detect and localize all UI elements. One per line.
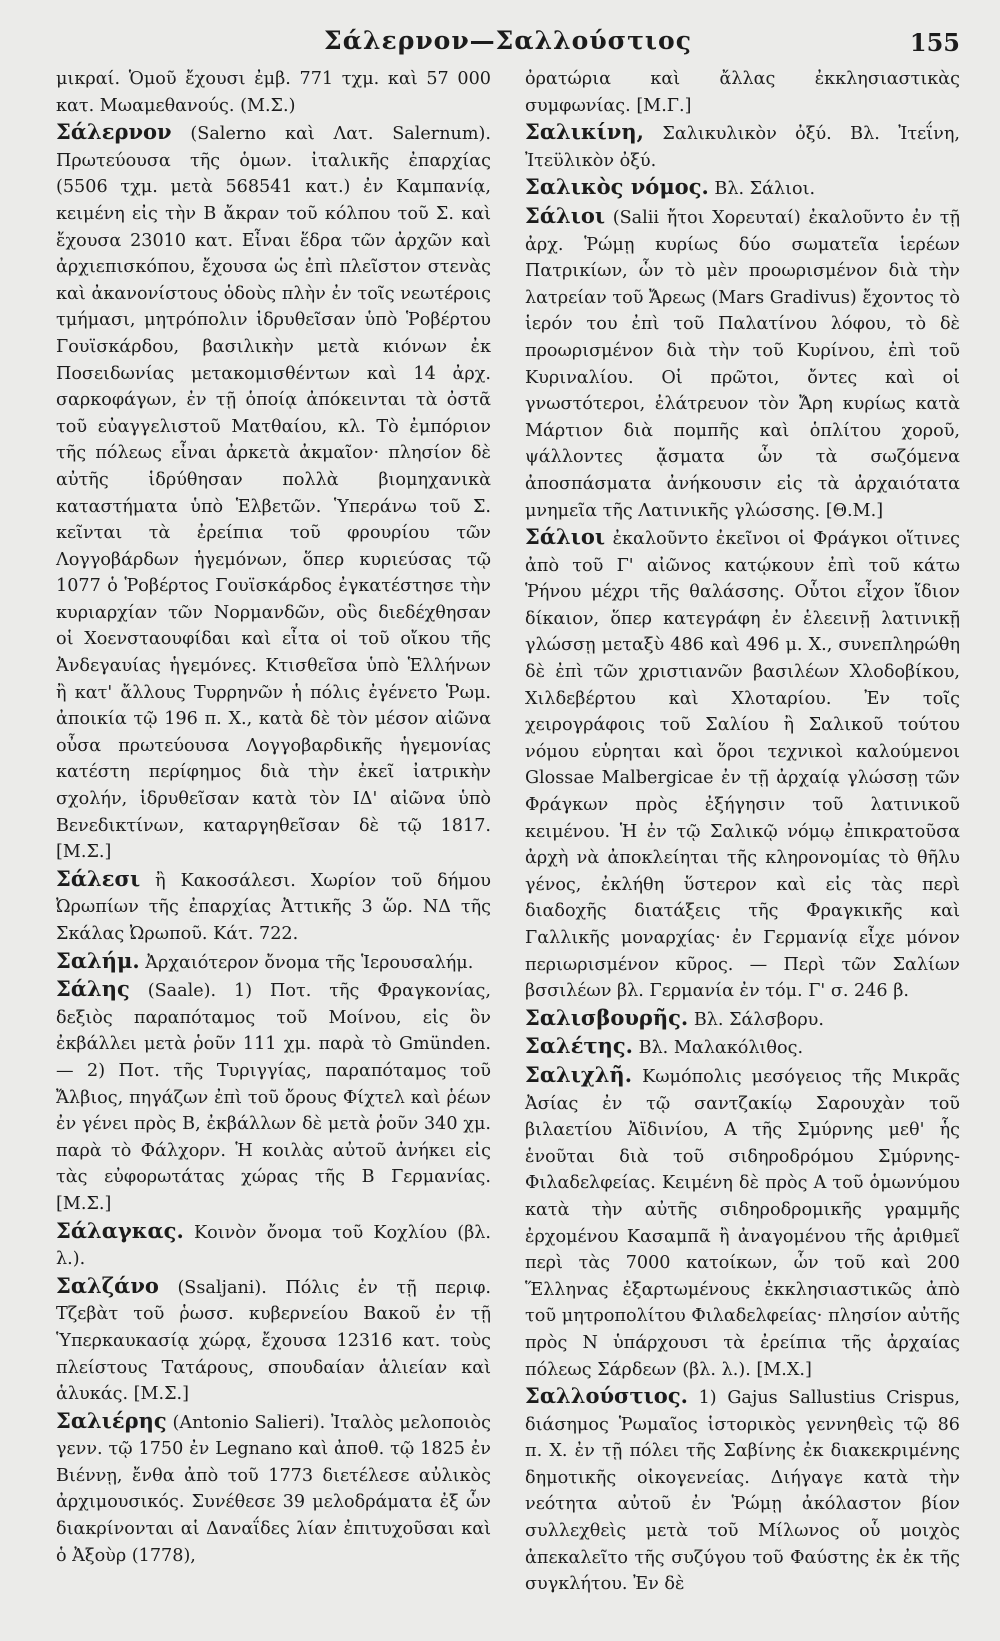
dictionary-entry [56,1408,491,1570]
entry-body: (Saale). 1) Ποτ. τῆς Φραγκονίας, δεξιὸς παραπόταμος τοῦ Μοίνου, εἰς ὃν ἐκβάλλει μετὰ ῥοῦν 111 χμ. παρὰ τὸ Gmünden. — 2) Ποτ. τῆς Τυριγγίας, παραπόταμος τοῦ Ἄλβιος, πηγάζων ἐπὶ τοῦ ὄρους Φίχτελ καὶ ῥέων ἐν γένει πρὸς Β, ἐκβάλλων δὲ μετὰ ῥοῦν 340 χμ. παρὰ τὸ Φάλχορν. Ἡ κοιλὰς αὐτοῦ ἀνήκει εἰς τὰς εὐφορωτάτας χώρας τῆς Β Γερμανίας. [Μ.Σ.] [56,981,491,1214]
entry-headword: Σαλήμ. [56,947,140,973]
dictionary-entry [525,66,960,119]
entry-headword: Σαλιέρης [56,1407,167,1433]
entry-headword: Σαλικὸς νόμος. [525,174,709,200]
entry-headword: Σάλερνον [56,119,172,145]
entry-body: ἢ Κακοσάλεσι. Χωρίον τοῦ δήμου Ὠρωπίων τῆς ἐπαρχίας Ἀττικῆς 3 ὥρ. ΝΔ τῆς Σκάλας Ὠρωποῦ. Κάτ. 722. [56,870,491,944]
dictionary-entry [525,1383,960,1598]
dictionary-entry [56,1218,491,1273]
entry-body: Βλ. Σάλσβορυ. [693,1009,824,1030]
entry-headword: Σαλζάνο [56,1272,159,1298]
dictionary-entry [525,524,960,1005]
entry-headword: Σαλικίνη, [525,119,644,145]
page-header [56,22,960,62]
entry-body: Κωμόπολις μεσόγειος τῆς Μικρᾶς Ἀσίας ἐν τῷ σαντζακίῳ Σαρουχὰν τοῦ βιλαετίου Ἀϊδινίου, Α τῆς Σμύρνης μεθ' ἧς ἑνοῦται διὰ τοῦ σιδηροδρόμου Σμύρνης-Φιλαδελφείας. Κειμένη δὲ πρὸς Α τοῦ ὁμωνύμου κατὰ τὴν αὐτῆς σιδηροδρομικῆς γραμμῆς ἐρχομένου Κασαμπᾶ ἢ ἀναγομένου τῆς ἀριθμεῖ περὶ τὰς 7000 κατοίκων, ὧν τοῦ καὶ 200 Ἕλληνας ἐξαρτωμένους ἐκκλησιαστικῶς ἀπὸ τοῦ μητροπολίτου Φιλαδελφείας· πλησίον αὐτῆς πρὸς Ν ὑπάρχουσι τὰ ἐρείπια τῆς ἀρχαίας πόλεως Σάρδεων (βλ. λ.). [Μ.Χ.] [525,1066,961,1380]
entry-headword: Σάλεσι [56,865,141,891]
entry-headword: Σάλης [56,976,130,1002]
entry-body: Βλ. Μαλακόλιθος. [638,1038,804,1059]
dictionary-entry [525,1005,960,1034]
entry-headword: Σαλιχλῆ. [525,1061,633,1087]
dictionary-entry [56,119,491,866]
entry-body: Ἀρχαιότερον ὄνομα τῆς Ἱερουσαλήμ. [145,952,474,973]
entry-headword: Σαλλούστιος. [525,1383,688,1409]
entry-headword: Σάλιοι [525,202,606,228]
entry-body: 1) Gajus Sallustius Crispus, διάσημος Ῥωμαῖος ἱστορικὸς γεννηθεὶς τῷ 86 π. Χ. ἐν τῇ πόλει τῆς Σαβίνης ἐκ διακεκριμένης δημοτικῆς οἰκογενείας. Διήγαγε κατὰ τὴν νεότητα αὐτοῦ ἐν Ῥώμῃ ἀκόλαστον βίον συλλεχθεὶς μετὰ τοῦ Μίλωνος οὗ μοιχὸς ἀπεκαλεῖτο τῆς συζύγου τοῦ Φαύστης ἐκ ἐκ τῆς συγκλήτου. Ἐν δὲ [525,1388,961,1595]
entry-body: (Antonio Salieri). Ἰταλὸς μελοποιὸς γενν. τῷ 1750 ἐν Legnano καὶ ἀποθ. τῷ 1825 ἐν Βιέννῃ, ἔνθα ἀπὸ τοῦ 1773 διετέλεσε αὐλικὸς ἀρχιμουσικός. Συνέθεσε 39 μελοδράματα ἐξ ὧν διακρίνονται αἱ Δαναΐδες λίαν ἐπιτυχοῦσαι καὶ ὁ Ἀξοὺρ (1778), [56,1412,492,1566]
entry-headword: Σαλέτης. [525,1033,633,1059]
entry-body: Κοινὸν ὄνομα τοῦ Κοχλίου (βλ. λ.). [56,1222,492,1270]
dictionary-entry [56,866,491,948]
text-columns [56,66,960,1598]
dictionary-entry [525,1033,960,1062]
dictionary-entry [56,976,491,1217]
entry-headword: Σαλισβουρῆς. [525,1004,689,1030]
dictionary-entry [525,119,960,174]
left-column [56,66,491,1598]
running-head: Σάλερνον—Σαλλούστιος [324,26,692,55]
entry-body: μικραί. Ὁμοῦ ἔχουσι ἐμβ. 771 τχμ. καὶ 57 000 κατ. Μωαμεθανούς. (Μ.Σ.) [56,69,491,116]
entry-headword: Σάλαγκας. [56,1217,184,1243]
dictionary-entry [525,1062,960,1383]
entry-body: Βλ. Σάλιοι. [714,179,816,200]
entry-body: ἐκαλοῦντο ἐκεῖνοι οἱ Φράγκοι οἵτινες ἀπὸ τοῦ Γ' αἰῶνος κατῴκουν ἐπὶ τοῦ κάτω Ῥήνου μέχρι τῆς θαλάσσης. Οὗτοι εἶχον ἴδιον δίκαιον, ὅπερ κατεγράφη ἐν ἑλεεινῇ λατινικῇ γλώσσῃ μεταξὺ 486 καὶ 496 μ. Χ., συνεπληρώθη δὲ ἐπὶ τῶν χριστιανῶν βασιλέων Χλοδοβίκου, Χιλδεβέρτου καὶ Χλοταρίου. Ἐν τοῖς χειρογράφοις τοῦ Σαλίου ἢ Σαλικοῦ τούτου νόμου εὑρηται καὶ ὅροι τεχνικοὶ καλούμενοι Glossae Malbergicae ἐν τῇ ἀρχαίᾳ γλώσσῃ τῶν Φράγκων πρὸς ἐξήγησιν τοῦ λατινικοῦ κειμένου. Ἡ ἐν τῷ Σαλικῷ νόμῳ ἐπικρατοῦσα ἀρχὴ νὰ ἀποκλείηται τῆς κληρονομίας τὸ θῆλυ γένος, ἐκλήθη ὕστερον καὶ εἰς τὰς περὶ διαδοχῆς διατάξεις τῆς Φραγκικῆς καὶ Γαλλικῆς μοναρχίας· ἐν Γερμανίᾳ εἶχε μόνον περιωρισμένον κῦρος. — Περὶ τῶν Σαλίων βσσιλέων βλ. Γερμανία ἐν τόμ. Γ' σ. 246 β. [525,529,961,1002]
entry-body: (Ssaljani). Πόλις ἐν τῇ περιφ. Τζεβὰτ τοῦ ῥωσσ. κυβερνείου Βακοῦ ἐν τῇ Ὑπερκαυκασίᾳ χώρᾳ, ἔχουσα 12316 κατ. τοὺς πλείστους Τατάρους, σπουδαίαν ἁλιείαν καὶ ἁλυκάς. [Μ.Σ.] [56,1277,491,1405]
dictionary-entry [525,203,960,524]
dictionary-entry [525,174,960,203]
entry-body: (Salii ἤτοι Χορευταί) ἐκαλοῦντο ἐν τῇ ἀρχ. Ῥώμῃ κυρίως δύο σωματεῖα ἱερέων Πατρικίων, ὧν τὸ μὲν προωρισμένον διὰ τὴν λατρείαν τοῦ Ἄρεως (Mars Gradivus) ἔχοντος τὸ ἱερόν του ἐπὶ τοῦ Παλατίνου λόφου, τὸ δὲ προωρισμένον διὰ τὴν τοῦ Κυρίνου, ἐπὶ τοῦ Κυριναλίου. Οἱ πρῶτοι, ὄντες καὶ οἱ γνωστότεροι, ἐλάτρευον τὸν Ἄρη κυρίως κατὰ Μάρτιον διὰ πομπῆς καὶ ὁπλίτου χοροῦ, ψάλλοντες ᾄσματα ὧν τὰ σωζόμενα ἀποσπάσματα ἀνήκουσιν εἰς τὰ ἀρχαιότατα μνημεῖα τῆς Λατινικῆς γλώσσης. [Θ.Μ.] [525,207,961,521]
entry-body: Σαλικυλικὸν ὀξύ. Βλ. Ἰτεΐνη, Ἰτεϋλικὸν ὀξύ. [525,124,961,171]
entry-headword: Σάλιοι [525,524,606,550]
entry-body: ὀρατώρια καὶ ἄλλας ἐκκλησιαστικὰς συμφωνίας. [Μ.Γ.] [525,69,960,116]
page-number: 155 [909,28,960,57]
right-column [525,66,960,1598]
dictionary-entry [56,1273,491,1408]
entry-body: (Salerno καὶ Λατ. Salernum). Πρωτεύουσα τῆς ὁμων. ἰταλικῆς ἐπαρχίας (5506 τχμ. μετὰ 568541 κατ.) ἐν Καμπανίᾳ, κειμένη εἰς τὴν Β ἄκραν τοῦ κόλπου τοῦ Σ. καὶ ἔχουσα 23010 κατ. Εἶναι ἕδρα τῶν ἀρχῶν καὶ ἀρχιεπισκόπου, ἔχουσα ὡς ἐπὶ πλεῖστον στενὰς καὶ ἀκανονίστους ὁδοὺς πλὴν ἐν τοῖς νεωτέροις τμήμασι, μητρόπολιν ἱδρυθεῖσαν ὑπὸ Ῥοβέρτου Γουϊσκάρδου, βασιλικὴν μετὰ κιόνων ἐκ Ποσειδωνίας μετακομισθέντων καὶ 14 ἀρχ. σαρκοφάγων, ἐν τῇ ὁποίᾳ ἀπόκεινται τὰ ὀστᾶ τοῦ εὐαγγελιστοῦ Ματθαίου, κλ. Τὸ ἐμπόριον τῆς πόλεως εἶναι ἀρκετὰ ἀκμαῖον· πλησίον δὲ αὐτῆς ἱδρύθησαν πολλὰ βιομηχανικὰ καταστήματα ὑπὸ Ἑλβετῶν. Ὑπεράνω τοῦ Σ. κεῖνται τὰ ἐρείπια τοῦ φρουρίου τῶν Λογγοβάρδων ἡγεμόνων, ὅπερ κυριεύσας τῷ 1077 ὁ Ῥοβέρτος Γουϊσκάρδος ἐγκατέστησε τὴν κυριαρχίαν τῶν Νορμανδῶν, οὓς διεδέχθησαν οἱ Χοενσταουφίδαι καὶ εἶτα οἱ τοῦ οἴκου τῆς Ἀνδεγαυίας ἡγεμόνες. Κτισθεῖσα ὑπὸ Ἑλλήνων ἢ κατ' ἄλλους Τυρρηνῶν ἡ πόλις ἐγένετο Ῥωμ. ἀποικία τῷ 196 π. Χ., κατὰ δὲ τὸν μέσον αἰῶνα οὖσα πρωτεύουσα Λογγοβαρδικῆς ἡγεμονίας κατέστη περίφημος διὰ τὴν ἐκεῖ ἰατρικὴν σχολήν, ἱδρυθεῖσαν κατὰ τὸν ΙΔ' αἰῶνα ὑπὸ Βενεδικτίνων, καταργηθεῖσαν δὲ τῷ 1817. [Μ.Σ.] [56,124,491,863]
dictionary-entry [56,948,491,977]
dictionary-entry [56,66,491,119]
